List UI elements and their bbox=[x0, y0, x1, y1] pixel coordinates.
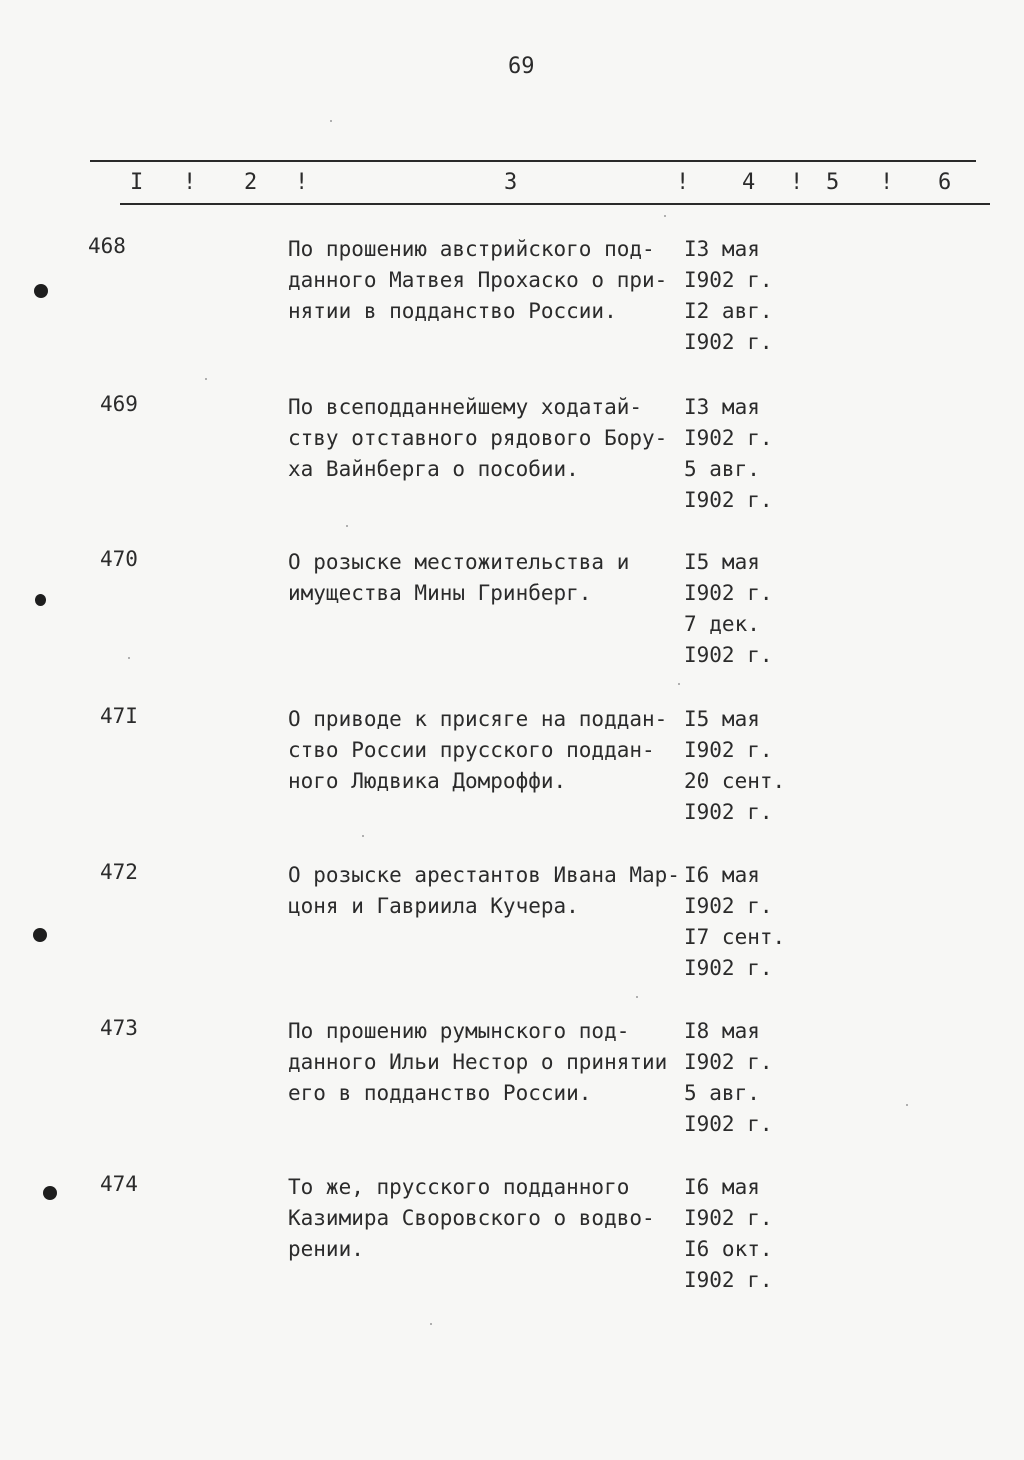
entry-description bbox=[288, 392, 667, 485]
description-line: О приводе к присяге на поддан- bbox=[288, 707, 668, 731]
end-year: I902 г. bbox=[684, 1112, 773, 1136]
description-line: О розыске местожительства и bbox=[288, 550, 630, 574]
end-date: 20 сент. bbox=[684, 769, 786, 793]
description-line: данного Матвея Прохаско о при- bbox=[288, 268, 668, 292]
description-line: его в подданство России. bbox=[288, 1081, 592, 1105]
entry-dates bbox=[684, 392, 773, 516]
entry-number: 470 bbox=[100, 547, 138, 571]
start-year: I902 г. bbox=[684, 426, 773, 450]
column-separator: ! bbox=[790, 170, 804, 195]
end-date: I6 окт. bbox=[684, 1237, 773, 1261]
end-year: I902 г. bbox=[684, 800, 773, 824]
entry-description bbox=[288, 704, 667, 797]
scan-speck bbox=[664, 215, 666, 217]
scan-speck bbox=[636, 996, 638, 998]
description-line: По прошению австрийского под- bbox=[288, 237, 655, 261]
scan-speck bbox=[330, 120, 332, 122]
header-rule-top bbox=[90, 160, 976, 162]
column-separator: ! bbox=[676, 170, 690, 195]
start-date: I3 мая bbox=[684, 237, 760, 261]
start-year: I902 г. bbox=[684, 268, 773, 292]
description-line: нятии в подданство России. bbox=[288, 299, 617, 323]
binding-hole bbox=[33, 928, 47, 942]
binding-hole bbox=[43, 1186, 57, 1200]
binding-hole bbox=[35, 594, 46, 606]
start-year: I902 г. bbox=[684, 581, 773, 605]
description-line: ного Людвика Домроффи. bbox=[288, 769, 567, 793]
start-date: I5 мая bbox=[684, 550, 760, 574]
end-date: I2 авг. bbox=[684, 299, 773, 323]
end-year: I902 г. bbox=[684, 643, 773, 667]
start-date: I3 мая bbox=[684, 395, 760, 419]
description-line: данного Ильи Нестор о принятии bbox=[288, 1050, 668, 1074]
column-separator: ! bbox=[183, 170, 197, 195]
scan-speck bbox=[346, 525, 348, 527]
start-date: I6 мая bbox=[684, 863, 760, 887]
entry-dates bbox=[684, 1016, 773, 1140]
entry-description bbox=[288, 1016, 667, 1109]
start-year: I902 г. bbox=[684, 1206, 773, 1230]
end-year: I902 г. bbox=[684, 488, 773, 512]
entry-description bbox=[288, 1172, 655, 1265]
header-rule-bottom bbox=[120, 203, 990, 205]
start-date: I6 мая bbox=[684, 1175, 760, 1199]
entry-dates bbox=[684, 234, 773, 358]
column-header-1: I bbox=[130, 170, 144, 195]
entry-dates bbox=[684, 1172, 773, 1296]
column-header-5: 5 bbox=[826, 170, 840, 195]
description-line: Казимира Сворoвского о водво- bbox=[288, 1206, 655, 1230]
entry-description bbox=[288, 234, 667, 327]
column-header-6: 6 bbox=[938, 170, 952, 195]
description-line: рении. bbox=[288, 1237, 364, 1261]
end-year: I902 г. bbox=[684, 956, 773, 980]
scan-speck bbox=[128, 657, 130, 659]
entry-number: 47I bbox=[100, 704, 138, 728]
start-year: I902 г. bbox=[684, 894, 773, 918]
column-header-4: 4 bbox=[742, 170, 756, 195]
page-number: 69 bbox=[508, 54, 535, 79]
entry-description bbox=[288, 860, 680, 922]
entry-description bbox=[288, 547, 629, 609]
end-year: I902 г. bbox=[684, 1268, 773, 1292]
scan-speck bbox=[205, 378, 207, 380]
end-date: 5 авг. bbox=[684, 1081, 760, 1105]
description-line: То же, прусского подданного bbox=[288, 1175, 630, 1199]
binding-hole bbox=[34, 284, 48, 298]
description-line: цоня и Гавриила Кучера. bbox=[288, 894, 579, 918]
entry-number: 468 bbox=[88, 234, 126, 258]
scan-speck bbox=[362, 835, 364, 837]
description-line: По всеподданнейшему ходатай- bbox=[288, 395, 643, 419]
column-separator: ! bbox=[295, 170, 309, 195]
column-separator: ! bbox=[880, 170, 894, 195]
end-date: 7 дек. bbox=[684, 612, 760, 636]
entry-number: 473 bbox=[100, 1016, 138, 1040]
entry-number: 472 bbox=[100, 860, 138, 884]
description-line: имущества Мины Гринберг. bbox=[288, 581, 592, 605]
entry-dates bbox=[684, 704, 785, 828]
start-date: I8 мая bbox=[684, 1019, 760, 1043]
column-header-3: 3 bbox=[504, 170, 518, 195]
scan-speck bbox=[678, 683, 680, 685]
entry-number: 474 bbox=[100, 1172, 138, 1196]
description-line: По прошению румынского под- bbox=[288, 1019, 630, 1043]
end-date: 5 авг. bbox=[684, 457, 760, 481]
description-line: О розыске арестантов Ивана Мар- bbox=[288, 863, 680, 887]
entry-dates bbox=[684, 547, 773, 671]
description-line: ха Вайнберга о пособии. bbox=[288, 457, 579, 481]
end-year: I902 г. bbox=[684, 330, 773, 354]
start-year: I902 г. bbox=[684, 1050, 773, 1074]
entry-number: 469 bbox=[100, 392, 138, 416]
scan-speck bbox=[906, 1104, 908, 1106]
start-date: I5 мая bbox=[684, 707, 760, 731]
start-year: I902 г. bbox=[684, 738, 773, 762]
scan-speck bbox=[430, 1323, 432, 1325]
column-header-2: 2 bbox=[244, 170, 258, 195]
end-date: I7 сент. bbox=[684, 925, 786, 949]
description-line: ство России прусского поддан- bbox=[288, 738, 655, 762]
entry-dates bbox=[684, 860, 785, 984]
description-line: ству отставного рядового Бору- bbox=[288, 426, 668, 450]
